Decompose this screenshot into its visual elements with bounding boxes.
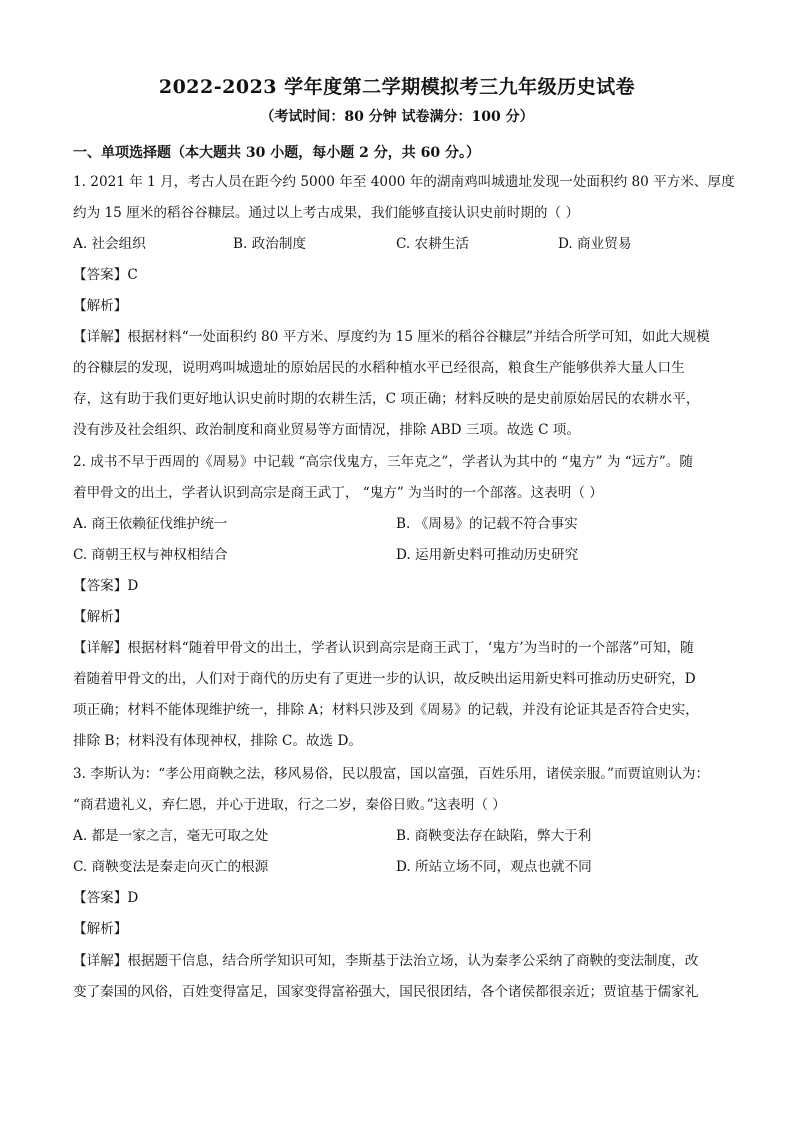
q2-answer: 【答案】D [73, 578, 139, 594]
q3-option-a: A. 都是一家之言，毫无可取之处 [73, 828, 269, 844]
q2-option-a: A. 商王依赖征伐维护统一 [73, 516, 228, 532]
q2-detail-line-3: 项正确；材料不能体现维护统一，排除 A；材料只涉及到《周易》的记载，并没有论证其是否符合史实， [73, 702, 699, 718]
q1-stem-line-2: 约为 15 厘米的稻谷谷糠层。通过以上考古成果，我们能够直接认识史前时期的（ ） [73, 205, 580, 221]
q1-answer: 【答案】C [73, 267, 138, 283]
q1-option-b: B. 政治制度 [233, 236, 307, 252]
page-title: 2022-2023 学年度第二学期模拟考三九年级历史试卷 [158, 76, 636, 98]
q3-detail-line-1: 【详解】根据题干信息，结合所学知识可知，李斯基于法治立场，认为秦孝公采纳了商鞅的变法制度，改 [73, 953, 699, 969]
q1-detail-line-2: 的谷糠层的发现，说明鸡叫城遗址的原始居民的水稻种植水平已经很高，粮食生产能够供养大量人口生 [73, 360, 685, 376]
q2-detail-line-2: 着随着甲骨文的出，人们对于商代的历史有了更进一步的认识，故反映出运用新史料可推动历史研究，D [73, 671, 696, 687]
q2-analysis-label: 【解析】 [73, 609, 128, 625]
q1-stem-line-1: 1. 2021 年 1 月，考古人员在距今约 5000 年至 4000 年的湖南鸡叫城遗址发现一处面积约 80 平方米、厚度 [73, 174, 735, 190]
q1-option-d: D. 商业贸易 [558, 236, 632, 252]
q2-option-c: C. 商朝王权与神权相结合 [73, 547, 228, 563]
q3-option-d: D. 所站立场不同，观点也就不同 [396, 859, 592, 875]
q3-detail-line-2: 变了秦国的风俗，百姓变得富足，国家变得富裕强大，国民很团结，各个诸侯都很亲近；贾谊基于儒家礼 [73, 984, 699, 1000]
q3-stem-line-1: 3. 李斯认为：“孝公用商鞅之法，移风易俗，民以殷富，国以富强，百姓乐用，诸侯亲服。”而贾谊则认为： [73, 766, 710, 782]
q3-answer: 【答案】D [73, 890, 139, 906]
q1-detail-line-1: 【详解】根据材料“一处面积约 80 平方米、厚度约为 15 厘米的稻谷谷糠层”并结合所学可知，如此大规模 [73, 329, 710, 345]
q1-detail-line-4: 没有涉及社会组织、政治制度和商业贸易等方面情况，排除 ABD 三项。故选 C 项。 [73, 422, 580, 438]
q3-option-b: B. 商鞅变法存在缺陷，弊大于利 [396, 828, 592, 844]
exam-info: （考试时间：80 分钟 试卷满分：100 分） [260, 109, 534, 125]
q2-detail-line-1: 【详解】根据材料“随着甲骨文的出土，学者认识到高宗是商王武丁，‘鬼方’为当时的一个部落”可知，随 [73, 640, 694, 656]
q1-detail-line-3: 存，这有助于我们更好地认识史前时期的农耕生活，C 项正确；材料反映的是史前原始居民的农耕水平， [73, 391, 700, 407]
q2-option-d: D. 运用新史料可推动历史研究 [396, 547, 579, 563]
q3-option-c: C. 商鞅变法是秦走向灭亡的根源 [73, 859, 269, 875]
q2-option-b: B. 《周易》的记载不符合事实 [396, 516, 578, 532]
q1-analysis-label: 【解析】 [73, 298, 128, 314]
q2-stem-line-2: 着甲骨文的出土，学者认识到高宗是商王武丁， “鬼方” 为当时的一个部落。这表明（ ） [73, 485, 603, 501]
q1-option-a: A. 社会组织 [73, 236, 146, 252]
section-heading: 一、单项选择题（本大题共 30 小题，每小题 2 分，共 60 分。） [73, 145, 480, 161]
q2-stem-line-1: 2. 成书不早于西周的《周易》中记载 “高宗伐鬼方，三年克之”，学者认为其中的 “鬼方” 为 “远方”。随 [73, 454, 694, 470]
q3-stem-line-2: “商君遗礼义，弃仁恩，并心于进取，行之二岁，秦俗日败。”这表明（ ） [73, 797, 506, 813]
q3-analysis-label: 【解析】 [73, 921, 128, 937]
q1-option-c: C. 农耕生活 [396, 236, 469, 252]
q2-detail-line-4: 排除 B；材料没有体现神权，排除 C。故选 D。 [73, 733, 362, 749]
